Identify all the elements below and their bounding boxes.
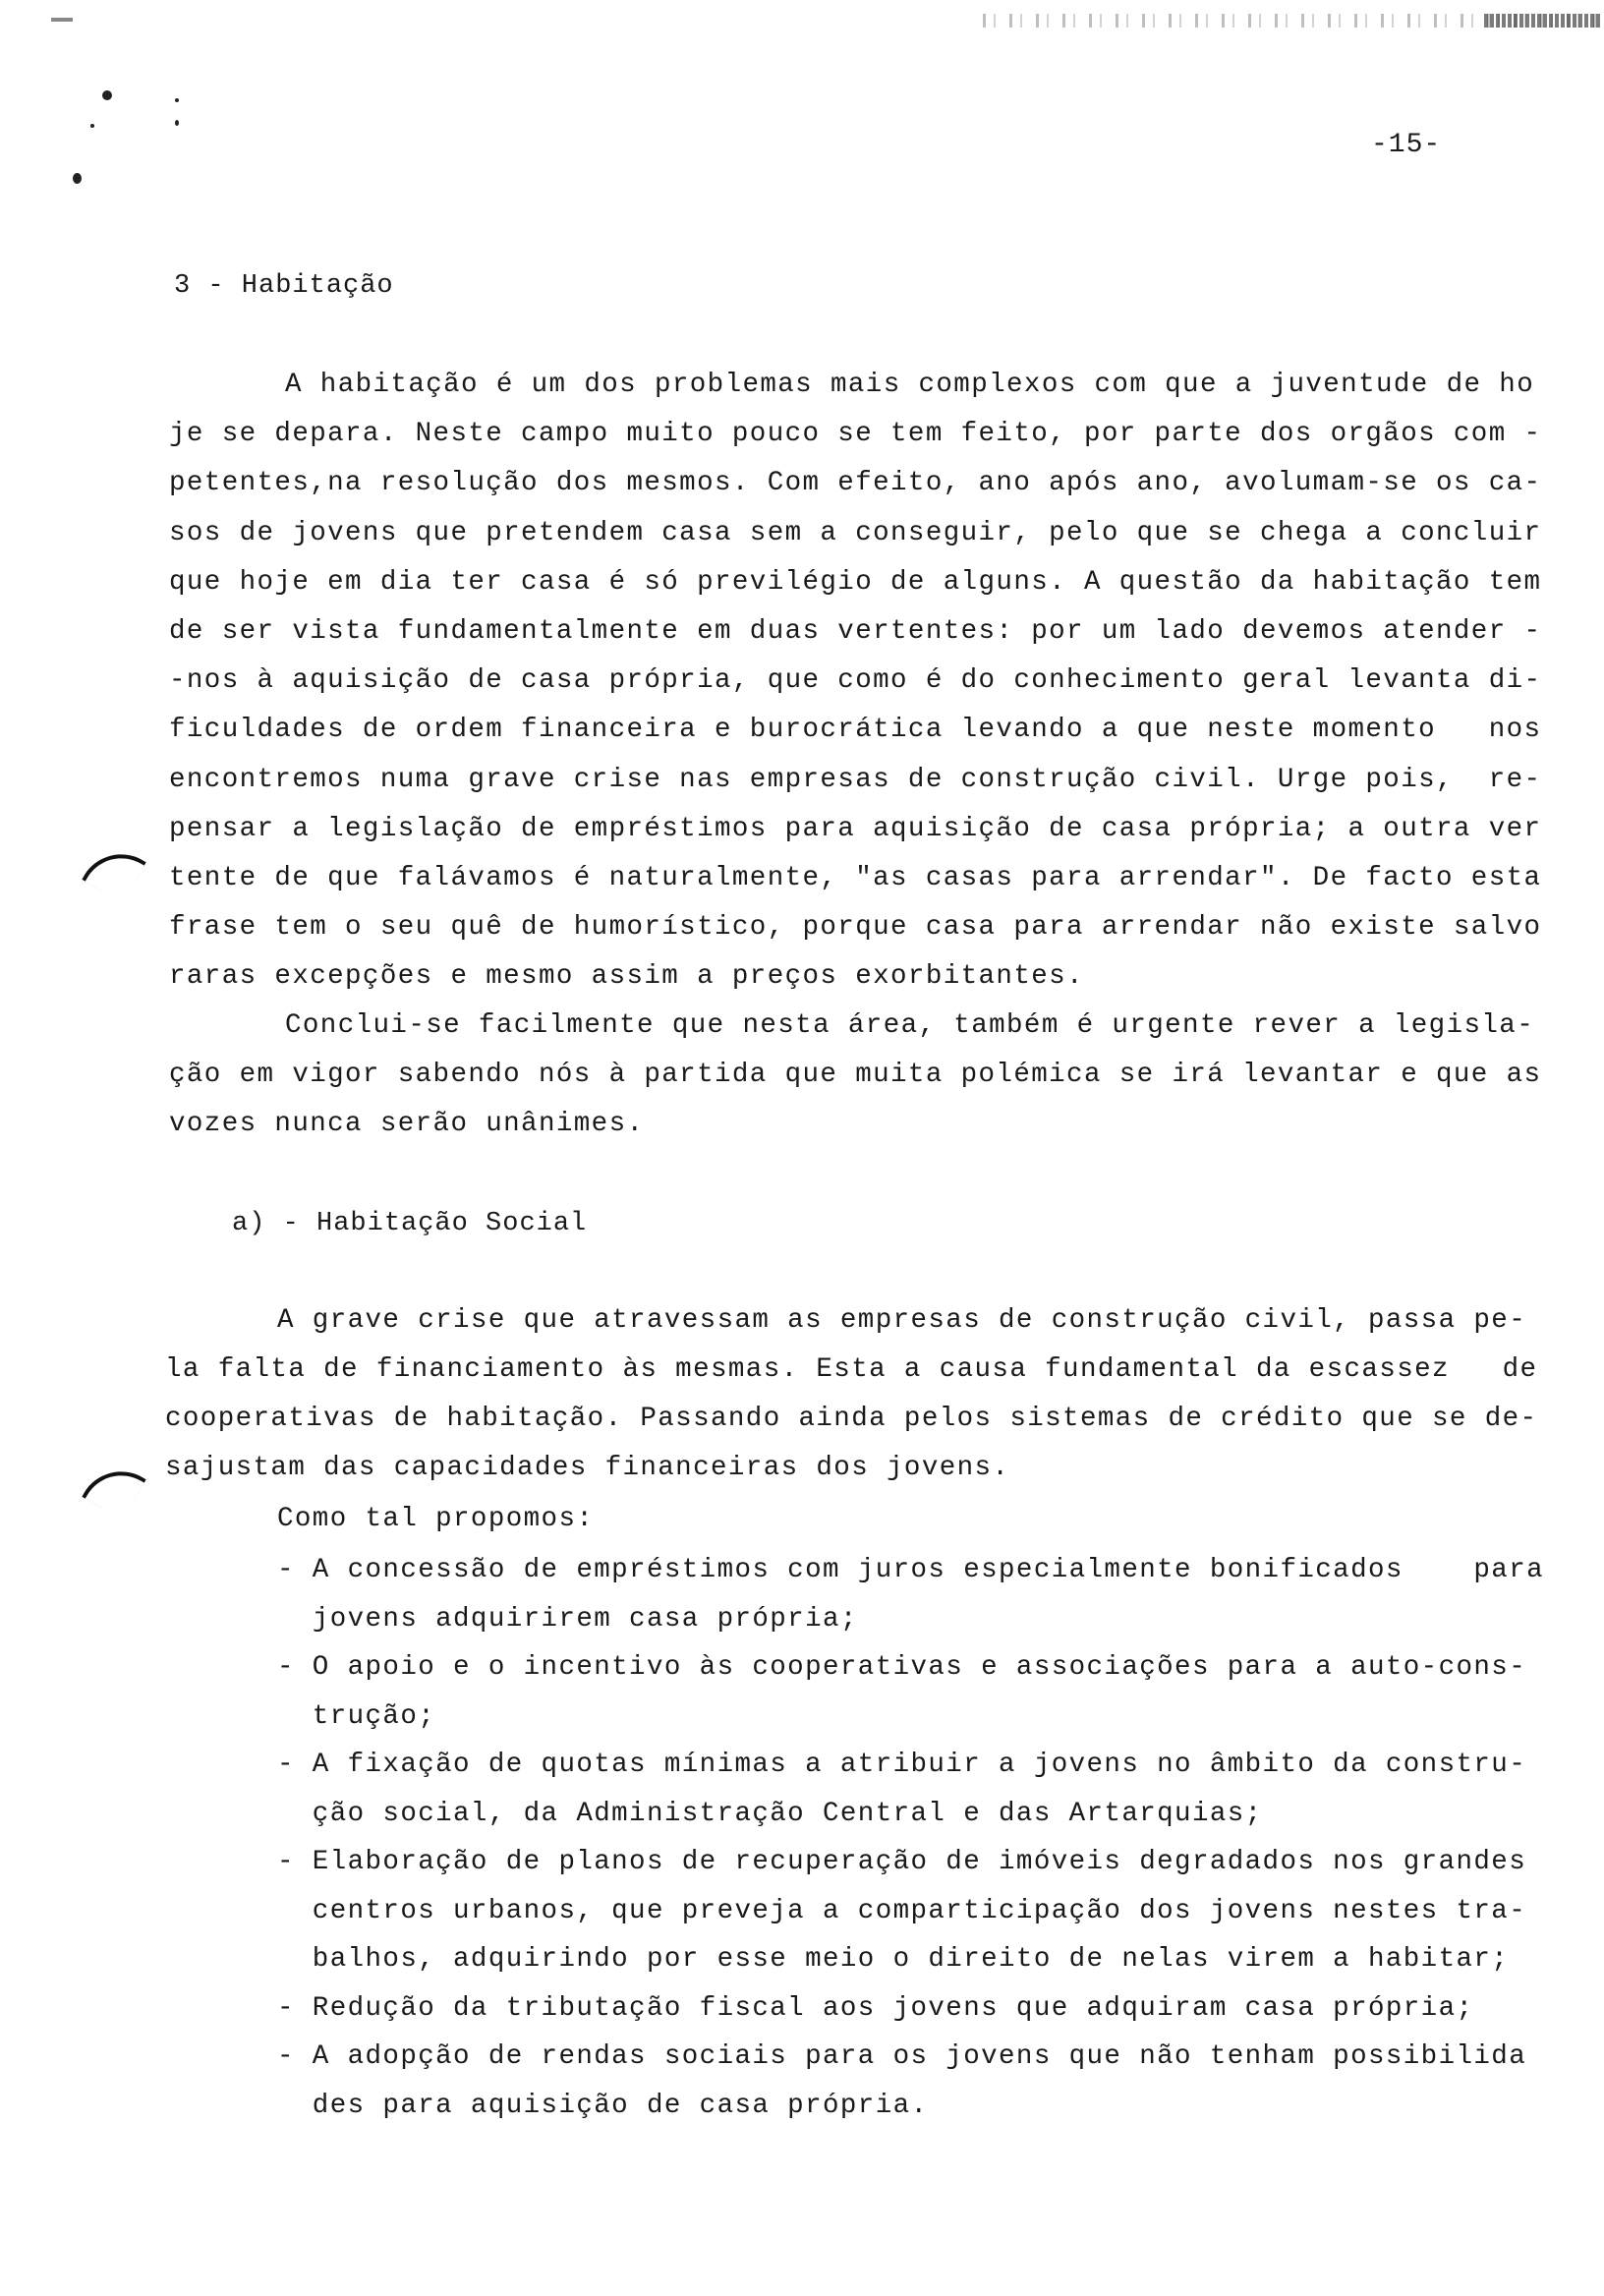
paragraph-line: que hoje em dia ter casa é só previlégio de alguns. A questão da habitação tem <box>169 566 1542 598</box>
paragraph-line: de ser vista fundamentalmente em duas vertentes: por um lado devemos atender - <box>169 616 1542 647</box>
paragraph-line: A habitação é um dos problemas mais complexos com que a juventude de ho <box>285 370 1535 400</box>
paragraph-line: petentes,na resolução dos mesmos. Com efeito, ano após ano, avolumam-se os ca- <box>169 468 1542 499</box>
scan-mark <box>51 18 73 22</box>
paragraph-line: ficuldades de ordem financeira e burocrática levando a que neste momento nos <box>169 715 1542 746</box>
paragraph-line: tente de que falávamos é naturalmente, "as casas para arrendar". De facto esta <box>169 863 1542 893</box>
paragraph-line: ção em vigor sabendo nós à partida que muita polémica se irá levantar e que as <box>169 1060 1542 1090</box>
paragraph-line: encontremos numa grave crise nas empresas de construção civil. Urge pois, re- <box>169 764 1542 795</box>
paragraph-line: frase tem o seu quê de humorístico, porque casa para arrendar não existe salvo <box>169 912 1542 944</box>
proposal-item-continuation: jovens adquirirem casa própria; <box>277 1603 858 1635</box>
paragraph-line: A grave crise que atravessam as empresas de construção civil, passa pe- <box>277 1305 1527 1336</box>
binder-hole-dot <box>175 120 179 126</box>
binder-hole-dot <box>102 90 112 100</box>
binder-hole-dot <box>175 98 179 102</box>
proposal-item-continuation: ção social, da Administração Central e das Artarquias; <box>277 1798 1263 1829</box>
binder-hole-dot <box>90 124 94 128</box>
proposal-item-continuation: centros urbanos, que preveja a comparticipação dos jovens nestes tra- <box>277 1895 1527 1926</box>
paragraph-line: Conclui-se facilmente que nesta área, também é urgente rever a legisla- <box>285 1010 1535 1041</box>
proposal-item: - Elaboração de planos de recuperação de imóveis degradados nos grandes <box>277 1847 1527 1877</box>
proposals-intro: Como tal propomos: <box>277 1504 595 1534</box>
proposal-item-continuation: balhos, adquirindo por esse meio o direito de nelas virem a habitar; <box>277 1944 1510 1975</box>
subsection-title: a) - Habitação Social <box>232 1209 588 1238</box>
binder-hole-dot <box>73 173 82 184</box>
proposal-item-continuation: des para aquisição de casa própria. <box>277 2090 929 2121</box>
paragraph-line: raras excepções e mesmo assim a preços exorbitantes. <box>169 961 1084 993</box>
paragraph-line: pensar a legislação de empréstimos para aquisição de casa própria; a outra ver <box>169 813 1542 844</box>
section-title: 3 - Habitação <box>174 271 394 301</box>
paragraph-line: -nos à aquisição de casa própria, que como é do conhecimento geral levanta di- <box>169 665 1542 697</box>
paragraph-line: cooperativas de habitação. Passando ainda pelos sistemas de crédito que se de- <box>165 1404 1538 1434</box>
paragraph-line: vozes nunca serão unânimes. <box>169 1109 645 1139</box>
paragraph-line: la falta de financiamento às mesmas. Esta a causa fundamental da escassez de <box>165 1354 1538 1385</box>
proposal-item: - A fixação de quotas mínimas a atribuir a jovens no âmbito da constru- <box>277 1750 1527 1780</box>
proposal-item: - Redução da tributação fiscal aos jovens que adquiram casa própria; <box>277 1992 1474 2024</box>
proposal-item: - O apoio e o incentivo às cooperativas e associações para a auto-cons- <box>277 1652 1527 1683</box>
proposal-item-continuation: trução; <box>277 1700 436 1732</box>
paragraph-line: sajustam das capacidades financeiras dos jovens. <box>165 1453 1010 1483</box>
paragraph-line: sos de jovens que pretendem casa sem a conseguir, pelo que se chega a concluir <box>169 517 1542 548</box>
proposal-item: - A adopção de rendas sociais para os jovens que não tenham possibilida <box>277 2041 1527 2072</box>
margin-mark <box>82 1456 146 1521</box>
page-number: -15- <box>1371 130 1442 160</box>
margin-mark <box>82 838 146 903</box>
proposal-item: - A concessão de empréstimos com juros especialmente bonificados para <box>277 1555 1544 1585</box>
scan-artifact-dark <box>1484 14 1602 28</box>
paragraph-line: je se depara. Neste campo muito pouco se tem feito, por parte dos orgãos com - <box>169 419 1542 450</box>
